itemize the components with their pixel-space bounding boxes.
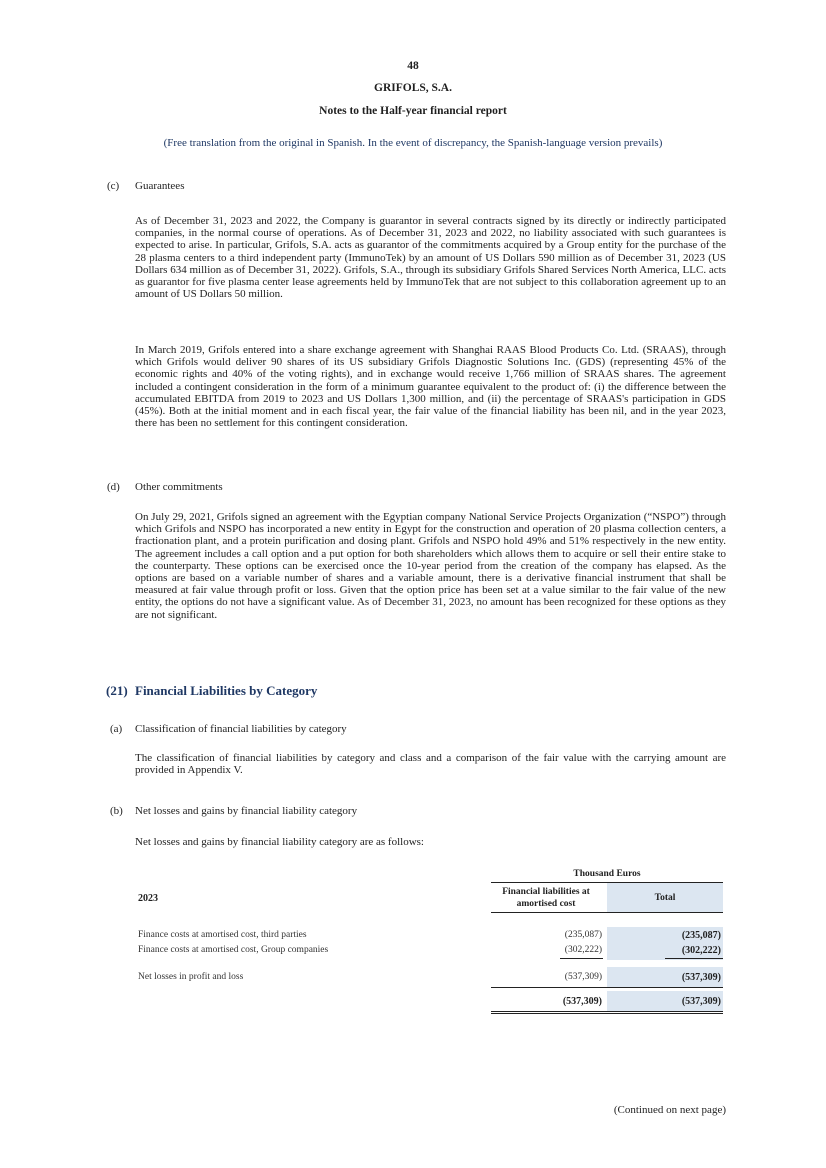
row-2-rule-total <box>665 958 723 959</box>
header-bottom-rule <box>491 912 723 913</box>
column-header-total: Total <box>654 893 676 903</box>
subsection-b-heading: Net losses and gains by financial liability category <box>135 805 358 817</box>
other-commitments-paragraph: On July 29, 2021, Grifols signed an agreement with the Egyptian company National Service Projects Organization (“NSPO”) through which Grifols and NSPO has incorporated a new entity in Egypt for the construction and operation of 20 plasma collection centers, a fractionation plant, and a protein purification and dosing plant. Grifols and NSPO hold 49% and 51% respectively in the new entity. The agreement includes a call option and a put option for both shareholders which allows them to acquire or sell their entire stake to the counterparty. These options can be exercised once the 10-year period from the creation of the company has elapsed. As the options are based on a variable number of shares and a variable amount, there is a derivative financial instrument that shall be measured at fair value through profit or loss. Given that the option price has been set at a value similar to the fair value of the new entity, the options do not have a significant value. As of December 31, 2023, no amount has been recognized for these options as they are not significant. <box>135 511 726 621</box>
report-subtitle: Notes to the Half-year financial report <box>319 105 507 117</box>
column-header-line-1: Financial liabilities at <box>502 887 590 897</box>
grand-total-amortised-cost: (537,309) <box>562 996 602 1007</box>
table-row-total: (537,309) <box>681 972 721 983</box>
table-row-total: (302,222) <box>681 945 721 956</box>
table-row-total: (235,087) <box>681 930 721 941</box>
table-row-amortised-cost: (235,087) <box>564 930 602 940</box>
subsection-a-heading: Classification of financial liabilities by category <box>135 723 347 735</box>
section-21-title: Financial Liabilities by Category <box>135 683 318 698</box>
page-number: 48 <box>407 60 419 72</box>
table-row-amortised-cost: (537,309) <box>564 972 602 982</box>
grand-total: (537,309) <box>681 996 721 1007</box>
other-commitments-heading: Other commitments <box>135 481 223 493</box>
section-21-number: (21) <box>106 683 128 698</box>
column-header-line-2: amortised cost <box>516 899 576 909</box>
continued-note: (Continued on next page) <box>613 1104 726 1116</box>
grand-total-rule-bottom <box>491 1013 723 1014</box>
table-row-label: Finance costs at amortised cost, third parties <box>138 930 307 940</box>
guarantees-paragraph-1: As of December 31, 2023 and 2022, the Company is guarantor in several contracts signed by its directly or indirectly participated companies, in the normal course of operations. As of December 31, 2023 and 2022, no liability associated with such guarantees is expected to arise. In particular, Grifols, S.A. acts as guarantor of the commitments acquired by a Group entity for the purchase of the 28 plasma centers to a third independent party (ImmunoTek) by an amount of US Dollars 590 million as of December 31, 2023 (US Dollars 634 million as of December 31, 2022). Grifols, S.A., through its subsidiary Grifols Shared Services North America, LLC. acts as guarantor for five plasma center lease agreements held by ImmunoTek that are not subject to this collaboration agreement up to an amount of US Dollars 50 million. <box>135 215 726 301</box>
table-year-label: 2023 <box>138 893 158 904</box>
subsection-a-text: The classification of financial liabilities by category and class and a comparison of the fair value with the carrying amount are provided in Appendix V. <box>135 752 726 777</box>
row-3-bottom-rule <box>491 987 723 988</box>
table-row-label: Finance costs at amortised cost, Group companies <box>138 945 329 955</box>
column-header-amortised-cost <box>491 886 601 910</box>
grand-total-rule-top <box>491 1011 723 1012</box>
table-row-amortised-cost: (302,222) <box>564 945 602 955</box>
row-2-rule-col1 <box>560 958 603 959</box>
subsection-b-text: Net losses and gains by financial liability category are as follows: <box>135 836 424 848</box>
translation-note: (Free translation from the original in Spanish. In the event of discrepancy, the Spanish-language version prevails) <box>163 137 663 149</box>
table-row-label: Net losses in profit and loss <box>138 972 244 982</box>
guarantees-marker: (c) <box>107 180 120 192</box>
unit-header: Thousand Euros <box>573 869 641 879</box>
subsection-a-marker: (a) <box>110 723 123 735</box>
company-name: GRIFOLS, S.A. <box>374 82 452 94</box>
other-commitments-marker: (d) <box>107 481 120 493</box>
guarantees-paragraph-2: In March 2019, Grifols entered into a share exchange agreement with Shanghai RAAS Blood Products Co. Ltd. (SRAAS), through which Grifols would deliver 90 shares of its US subsidiary Grifols Diagnostic Solutions Inc. (GDS) (representing 45% of the economic rights and 40% of the voting rights), and in exchange would receive 1,766 million of SRAAS shares. The agreement included a contingent consideration in the form of a minimum guarantee equivalent to the product of: (i) the difference between the accumulated EBITDA from 2019 to 2023 and US Dollars 1,300 million, and (ii) the percentage of SRAAS's participation in GDS (45%). Both at the initial moment and in each fiscal year, the fair value of the financial liability has been nil, and in the year 2023, there has been no settlement for this contingent consideration. <box>135 344 726 430</box>
subsection-b-marker: (b) <box>110 805 123 817</box>
guarantees-heading: Guarantees <box>135 180 185 192</box>
